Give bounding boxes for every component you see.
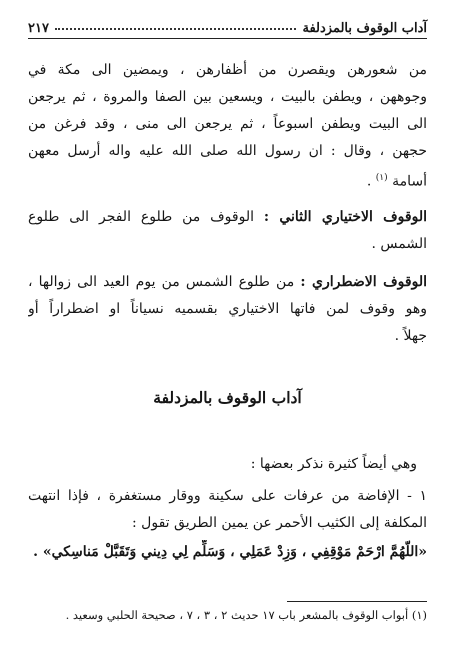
body-line-3: الى البيت ويطفن اسبوعاً ، ثم يرجعن الى منى ، وقد فرغن من [28, 116, 427, 132]
body-last-word: أسامة [392, 173, 427, 190]
ikhtiyari-paragraph [28, 205, 427, 229]
idtirari-term: الوقوف الاضطراري : [300, 274, 427, 290]
idtirari-paragraph [28, 270, 427, 294]
idtirari-line-3: جهلاً . [394, 328, 427, 344]
ikhtiyari-continuation: الشمس . [371, 236, 427, 252]
header-title: آداب الوقوف بالمزدلفة [302, 21, 427, 36]
header-leader-dots [55, 28, 297, 30]
idtirari-line-2: وهو وقوف لمن فاتها الاختياري بقسميه نسياناً او اضطراراً أو [28, 301, 427, 317]
adab-intro: وهي أيضاً كثيرة نذكر بعضها : [250, 456, 417, 472]
body-line-2: وجوههن ، ويطفن بالبيت ، ويسعين بين الصفا والمروة ، ثم يرجعن [28, 89, 427, 105]
idtirari-text: من طلوع الشمس من يوم العيد الى زوالها ، [28, 274, 295, 290]
footnote: (١) أبواب الوقوف بالمشعر باب ١٧ حديث ٢ ، ٣ ، ٧ ، صحيحة الحلبي وسعيد . [65, 608, 427, 622]
ikhtiyari-term: الوقوف الاختياري الثاني : [263, 209, 427, 225]
section-heading: آداب الوقوف بالمزدلفة [153, 388, 302, 407]
body-line-4: حجهن ، وقال : ان رسول الله صلى الله عليه واله أرسل معهن [28, 143, 427, 159]
page-header [28, 14, 427, 36]
adab-item-1-line-2: المكلفة إلى الكثيب الأحمر عن يمين الطريق تقول : [132, 515, 427, 531]
adab-item-1-line-1: ١ - الإفاضة من عرفات على سكينة ووقار مستغفرة ، فإذا انتهت [28, 488, 427, 504]
header-rule [28, 38, 427, 39]
body-line-5: أسامة $^{(١)}$ . [366, 173, 427, 190]
body-line-1: من شعورهن ويقصرن من أظفارهن ، ويمضين الى مكة في [28, 62, 427, 78]
page-number: ٢١٧ [28, 21, 49, 36]
ikhtiyari-text: الوقوف من طلوع الفجر الى طلوع [28, 209, 254, 225]
footnote-separator [287, 601, 427, 602]
prayer-text: «اللّهُمَّ ارْحَمْ مَوْقِفِي ، وَزِدْ عَمَلِي ، وَسَلِّم لِي دِيني وَتَقَبَّلْ مَناسِكي» . [33, 544, 427, 560]
footnote-reference: (١) [375, 173, 388, 183]
